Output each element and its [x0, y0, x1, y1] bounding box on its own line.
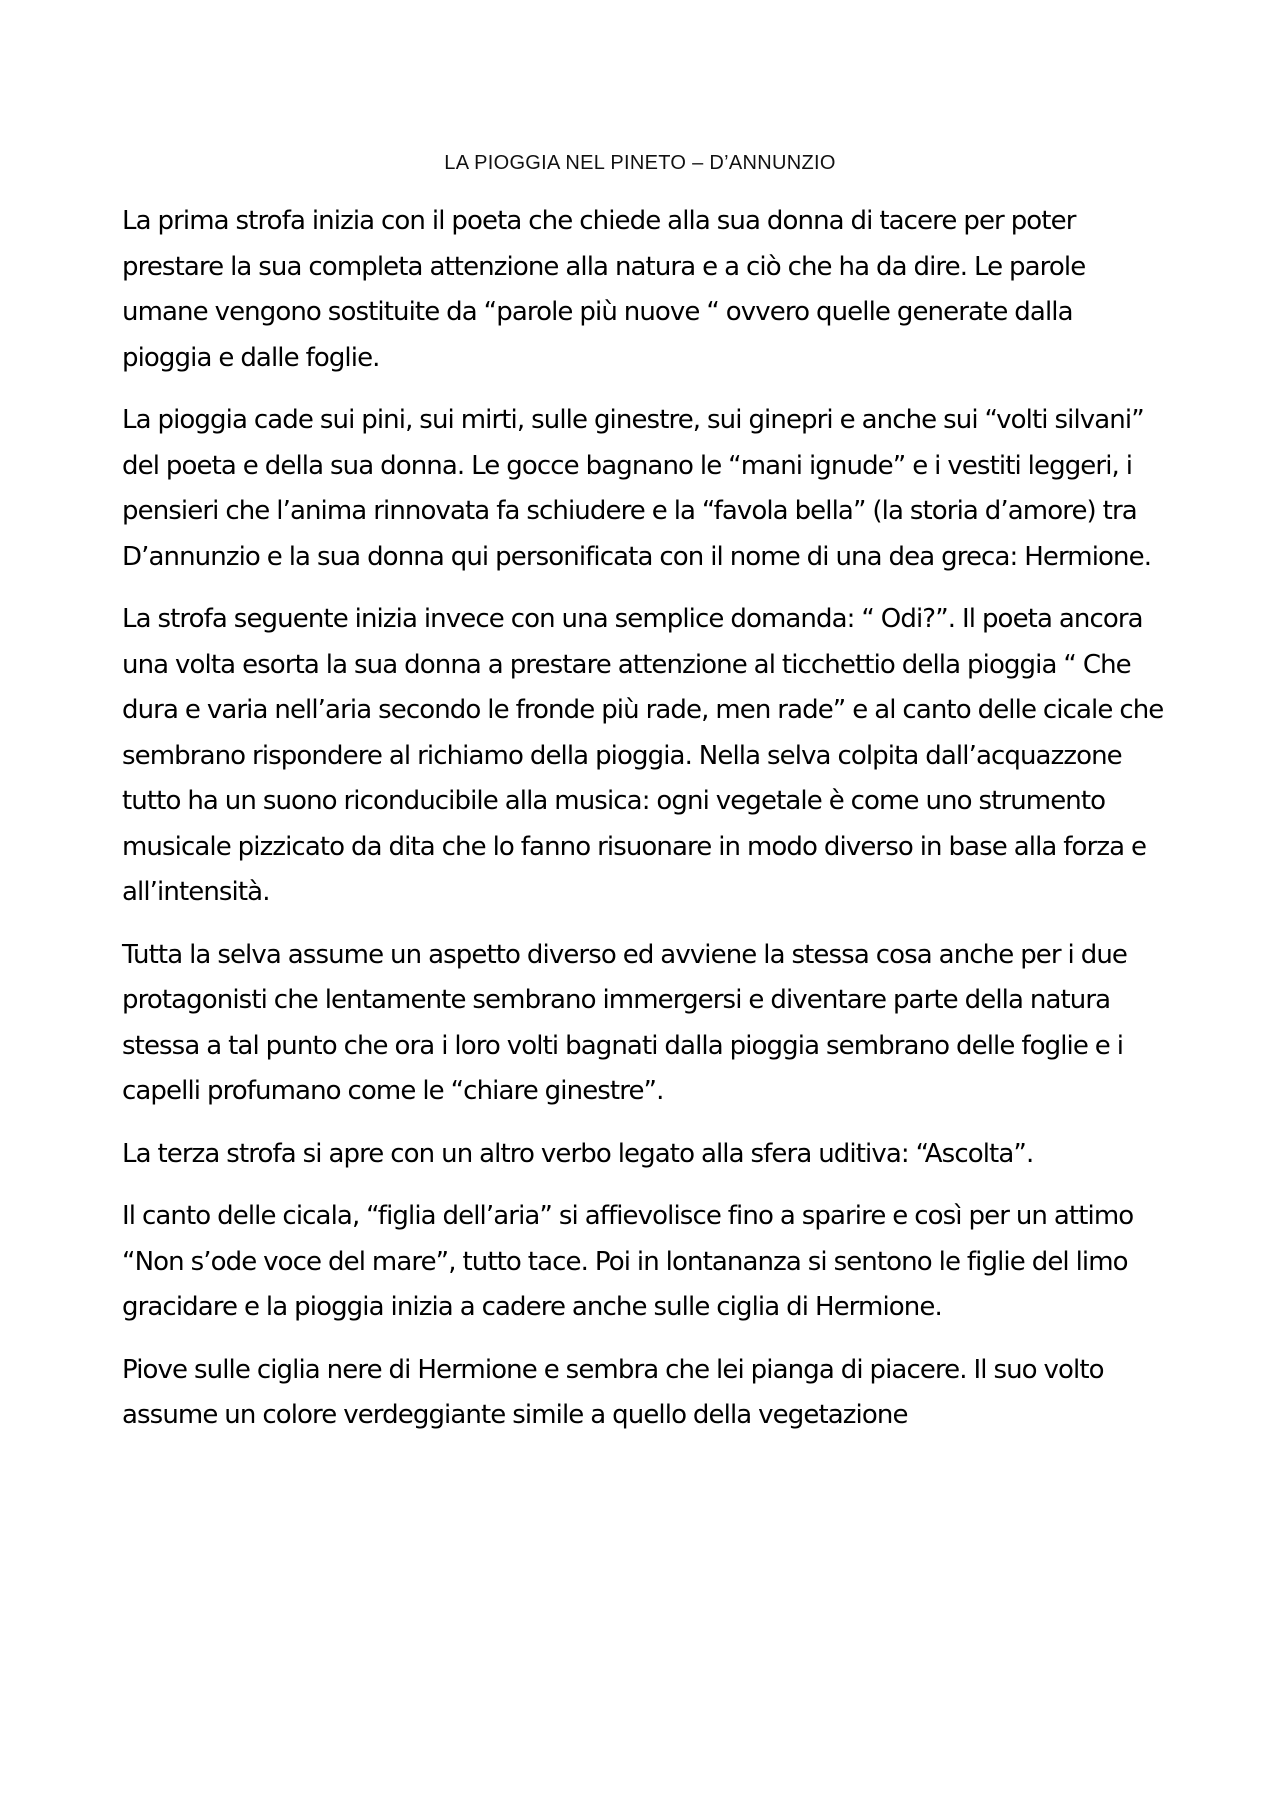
document-title: LA PIOGGIA NEL PINETO – D’ANNUNZIO — [444, 152, 836, 174]
paragraph-4: Tutta la selva assume un aspetto diverso ed avviene la stessa cosa anche per i due protagonisti che lentamente sembrano immergersi e diventare parte della natura stessa a tal punto che ora i loro volti bagnati dalla pioggia sembrano delle foglie e i capelli profumano come le “chiare ginestre”. — [122, 939, 1128, 1106]
paragraph-2: La pioggia cade sui pini, sui mirti, sulle ginestre, sui ginepri e anche sui “volti silvani” del poeta e della sua donna. Le gocce bagnano le “mani ignude” e i vestiti leggeri, i pensieri che l’anima rinnovata fa schiudere e la “favola bella” (la storia d’amore) tra D’annunzio e la sua donna qui personificata con il nome di una dea greca: Hermione. — [122, 405, 1152, 572]
paragraph-3: La strofa seguente inizia invece con una semplice domanda: “ Odi?”. Il poeta ancora una volta esorta la sua donna a prestare attenzione al ticchettio della pioggia “ Che dura e varia nell’aria secondo le fronde più rade, men rade” e al canto delle cicale che sembrano rispondere al richiamo della pioggia. Nella selva colpita dall’acquazzone tutto ha un suono riconducibile alla musica: ogni vegetale è come uno strumento musicale pizzicato da dita che lo fanno risuonare in modo diverso in base alla forza e all’intensità. — [122, 604, 1164, 907]
document-body — [122, 199, 1168, 1456]
paragraph-1: La prima strofa inizia con il poeta che chiede alla sua donna di tacere per poter prestare la sua completa attenzione alla natura e a ciò che ha da dire. Le parole umane vengono sostituite da “parole più nuove “ ovvero quelle generate dalla pioggia e dalle foglie. — [122, 206, 1086, 373]
paragraph-6: Il canto delle cicala, “figlia dell’aria” si affievolisce fino a sparire e così per un attimo “Non s’ode voce del mare”, tutto tace. Poi in lontananza si sentono le figlie del limo gracidare e la pioggia inizia a cadere anche sulle ciglia di Hermione. — [122, 1201, 1134, 1322]
paragraph-7: Piove sulle ciglia nere di Hermione e sembra che lei pianga di piacere. Il suo volto assume un colore verdeggiante simile a quello della vegetazione — [122, 1354, 1104, 1430]
paragraph-5: La terza strofa si apre con un altro verbo legato alla sfera uditiva: “Ascolta”. — [122, 1138, 1034, 1169]
